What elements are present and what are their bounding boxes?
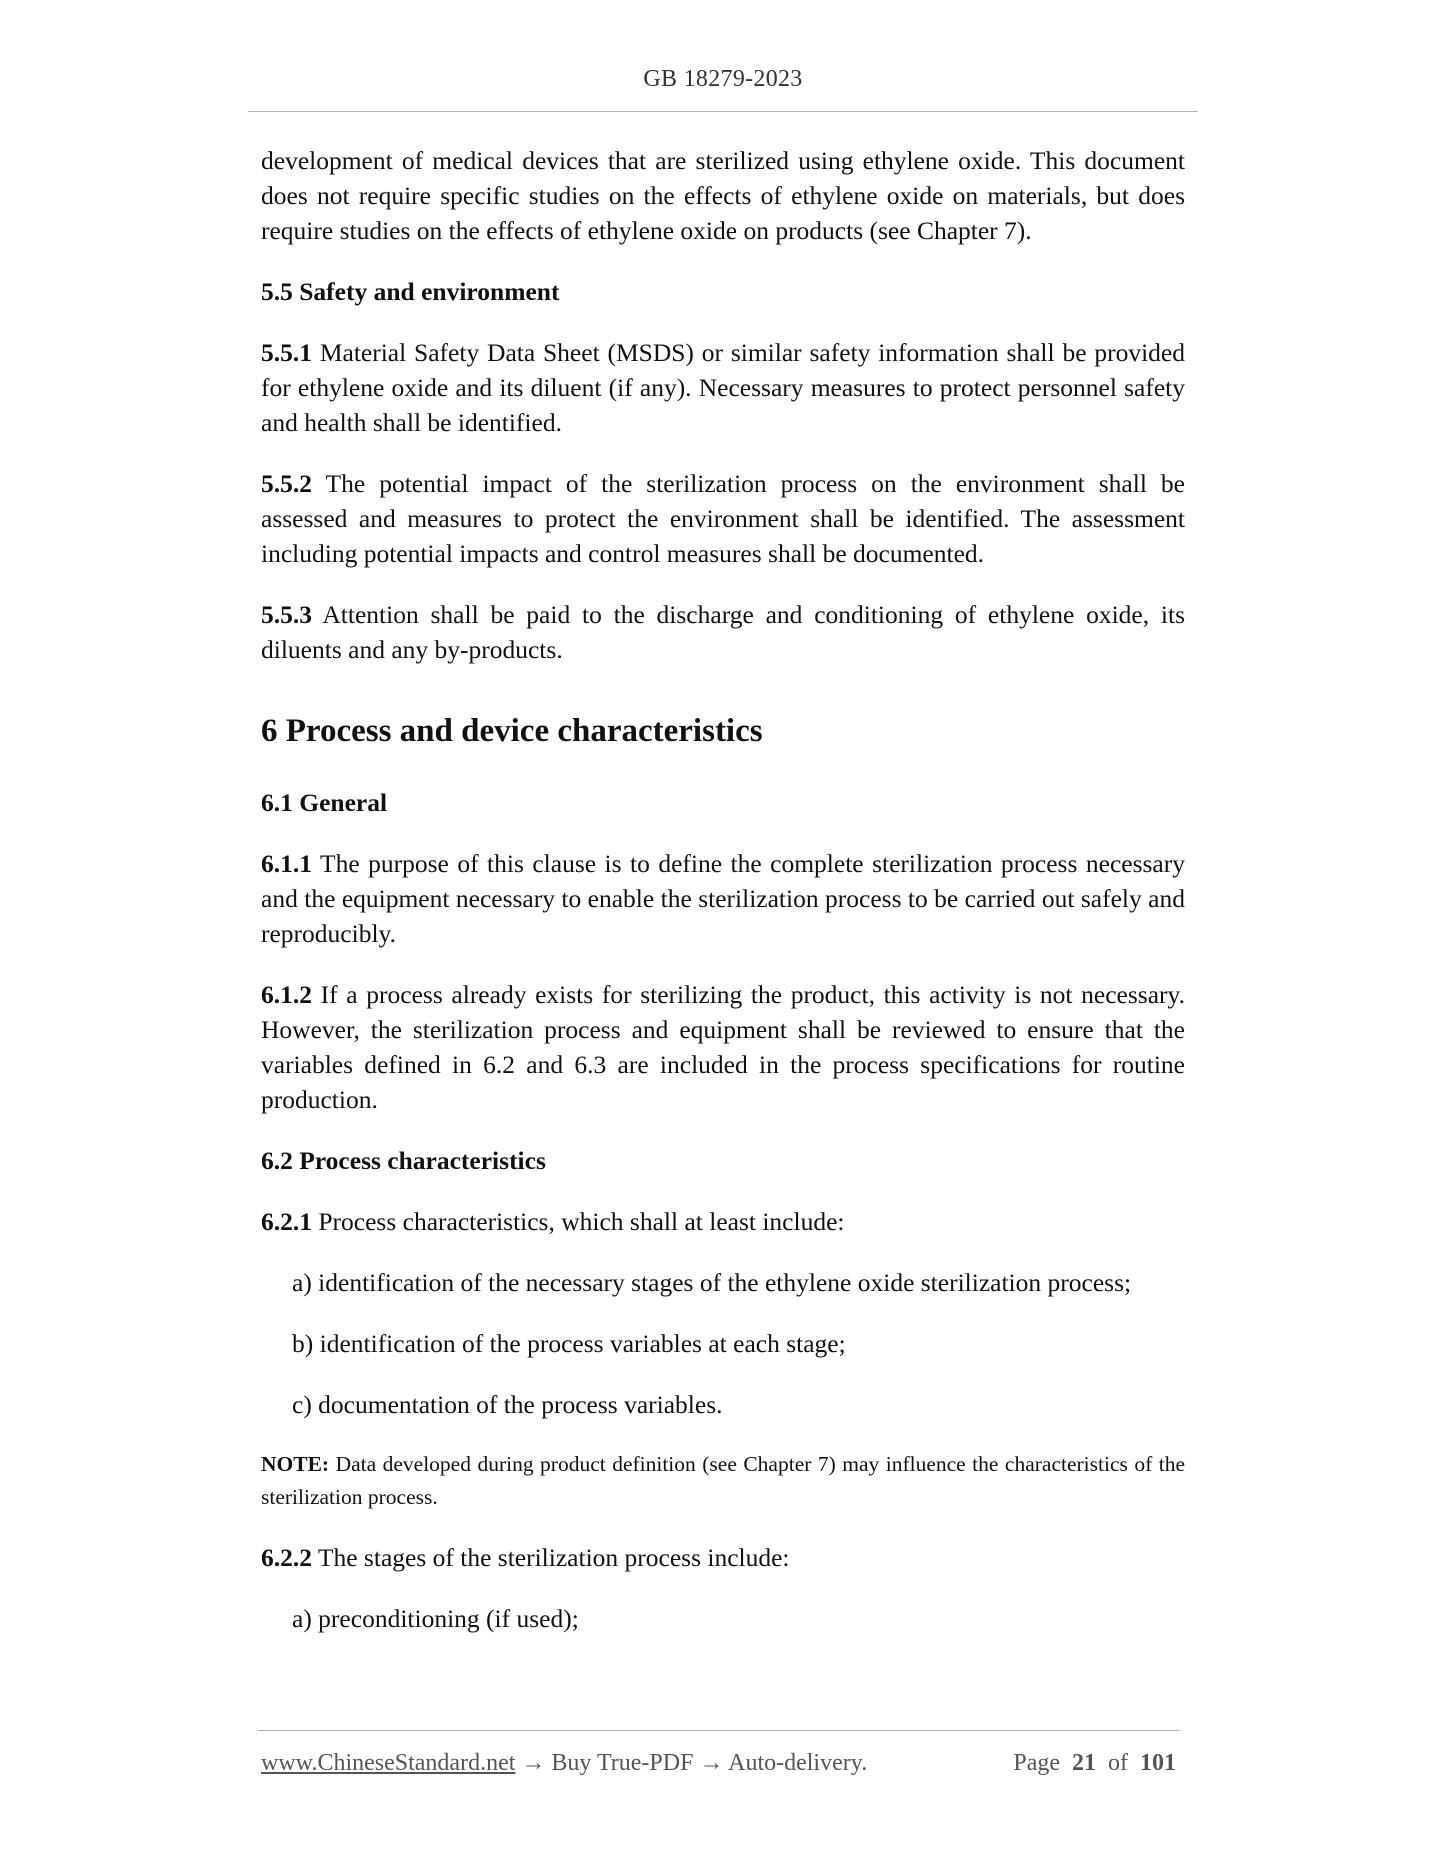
clause-6-2-1 xyxy=(261,1204,1185,1239)
list-item-6-2-1-b: b) identification of the process variables at each stage; xyxy=(292,1329,846,1358)
footer-promo xyxy=(261,1750,867,1777)
clause-6-2-2-number: 6.2.2 xyxy=(261,1543,312,1572)
clause-5-5-2-number: 5.5.2 xyxy=(261,469,312,498)
page-current: 21 xyxy=(1072,1750,1096,1776)
page-label: Page xyxy=(1013,1750,1060,1776)
footer-divider xyxy=(258,1730,1180,1731)
list-item-6-2-1-a: a) identification of the necessary stages of the ethylene oxide sterilization process; xyxy=(292,1268,1132,1297)
clause-6-1-1 xyxy=(261,846,1185,951)
clause-6-1-2-text: If a process already exists for sterilizing the product, this activity is not necessary. However, the sterilization process and equipment shall be reviewed to ensure that the variables defined in 6.2 and 6.3 are included in the process specifications for routine production. xyxy=(261,980,1185,1114)
section-5-5-heading: 5.5 Safety and environment xyxy=(261,277,560,306)
footer-promo-text: → Buy True-PDF → Auto-delivery. xyxy=(515,1750,868,1776)
list-item-6-2-1-c: c) documentation of the process variables. xyxy=(292,1390,723,1419)
page-of-label: of xyxy=(1108,1750,1128,1776)
note-text: Data developed during product definition (see Chapter 7) may influence the characteristics of the sterilization process. xyxy=(261,1452,1185,1509)
clause-5-5-3 xyxy=(261,597,1185,667)
clause-6-2-1-number: 6.2.1 xyxy=(261,1207,312,1236)
clause-5-5-1-text: Material Safety Data Sheet (MSDS) or similar safety information shall be provided for ethylene oxide and its diluent (if any). Necessary measures to protect personnel safety and health shall be identified. xyxy=(261,338,1185,437)
clause-6-2-1-text: Process characteristics, which shall at least include: xyxy=(312,1207,845,1236)
clause-5-5-3-text: Attention shall be paid to the discharge and conditioning of ethylene oxide, its diluents and any by-products. xyxy=(261,600,1185,664)
document-id-header: GB 18279-2023 xyxy=(643,66,803,92)
section-6-1-heading: 6.1 General xyxy=(261,788,388,817)
clause-6-1-1-number: 6.1.1 xyxy=(261,849,312,878)
note-paragraph xyxy=(261,1448,1185,1514)
clause-6-1-1-text: The purpose of this clause is to define the complete sterilization process necessary and the equipment necessary to enable the sterilization process to be carried out safely and reproducibly. xyxy=(261,849,1185,948)
clause-6-1-2 xyxy=(261,977,1185,1117)
clause-6-2-2-text: The stages of the sterilization process include: xyxy=(312,1543,790,1572)
page-body xyxy=(261,143,1185,1662)
clause-5-5-2 xyxy=(261,466,1185,571)
clause-5-5-1-number: 5.5.1 xyxy=(261,338,312,367)
note-label: NOTE: xyxy=(261,1452,330,1476)
page-total: 101 xyxy=(1140,1750,1176,1776)
clause-5-5-2-text: The potential impact of the sterilization process on the environment shall be assessed and measures to protect the environment shall be identified. The assessment including potential impacts and control measures shall be documented. xyxy=(261,469,1185,568)
page-number xyxy=(1013,1750,1176,1777)
clause-6-1-2-number: 6.1.2 xyxy=(261,980,312,1009)
intro-paragraph: development of medical devices that are sterilized using ethylene oxide. This document does not require specific studies on the effects of ethylene oxide on materials, but does require studies on the effects of ethylene oxide on products (see Chapter 7). xyxy=(261,146,1185,245)
clause-6-2-2 xyxy=(261,1540,1185,1575)
header-divider xyxy=(248,111,1198,112)
chapter-6-heading: 6 Process and device characteristics xyxy=(261,713,763,749)
chinesestandard-link[interactable]: www.ChineseStandard.net xyxy=(261,1750,516,1776)
clause-5-5-3-number: 5.5.3 xyxy=(261,600,312,629)
list-item-6-2-2-a: a) preconditioning (if used); xyxy=(292,1604,579,1633)
section-6-2-heading: 6.2 Process characteristics xyxy=(261,1146,546,1175)
clause-5-5-1 xyxy=(261,335,1185,440)
